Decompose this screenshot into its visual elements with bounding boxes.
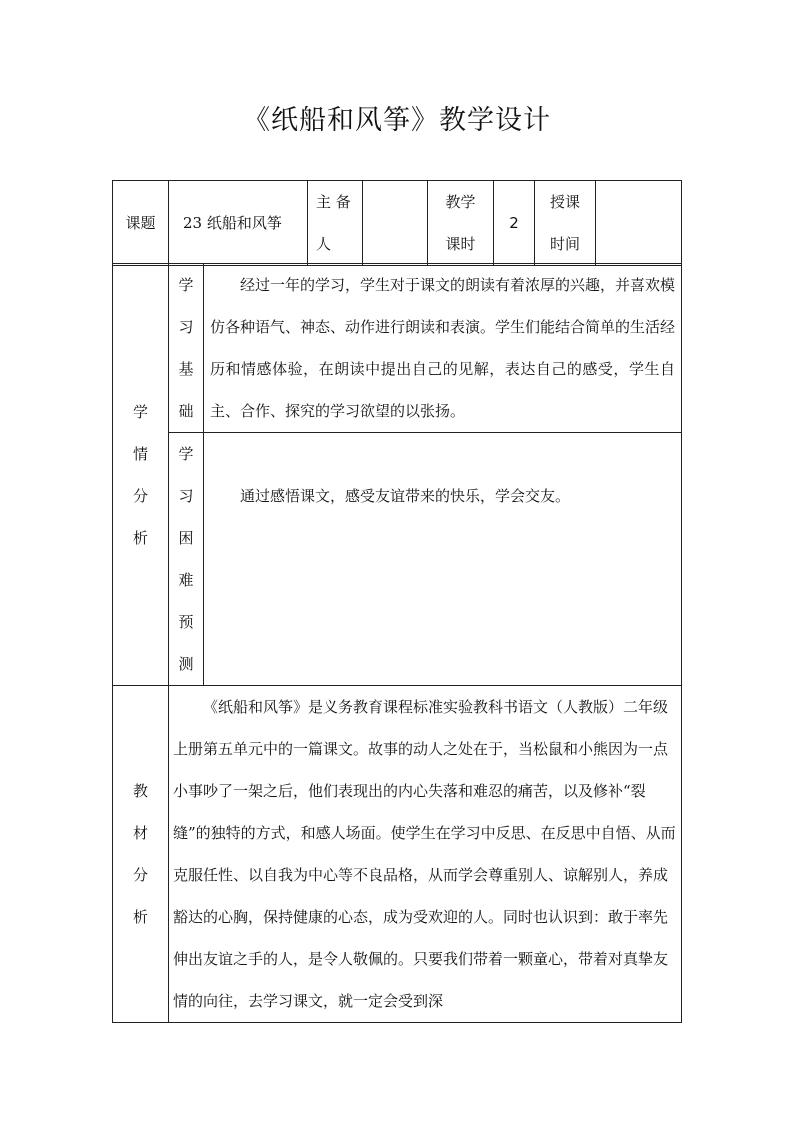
time-label-cell: 授课 时间 — [535, 181, 596, 266]
body-table — [112, 263, 682, 1023]
textbook-text: 《纸船和风筝》是义务教育课程标准实验教科书语文（人教版）二年级上册第五单元中的一篇课文。故事的动人之处在于，当松鼠和小熊因为一点小事吵了一架之后，他们表现出的内心失落和难忍的痛苦，以及修补“裂缝”的独特的方式，和感人场面。使学生在学习中反思、在反思中自悟、从而克服任性、以自我为中心等不良品格，从而学会尊重别人、谅解别人，养成豁达的心胸，保持健康的心态，成为受欢迎的人。同时也认识到：敢于率先伸出友谊之手的人，是令人敬佩的。只要我们带着一颗童心，带着对真挚友情的向往，去学习课文，就一定会受到深 — [169, 686, 682, 1023]
planner-value-cell — [363, 181, 428, 266]
document-title: 《纸船和风筝》教学设计 — [243, 105, 551, 136]
foundation-label: 学 习 基 础 — [169, 264, 204, 433]
textbook-label: 教 材 分 析 — [113, 686, 169, 1023]
planner-label-cell: 主 备 人 — [308, 181, 363, 266]
analysis-label: 学 情 分 析 — [113, 264, 169, 686]
difficulty-label: 学 习 困 难 预 测 — [169, 433, 204, 686]
topic-label-cell: 课题 — [113, 181, 169, 266]
topic-value-cell: 23 纸船和风筝 — [169, 181, 308, 266]
hours-value-cell: 2 — [494, 181, 535, 266]
header-table — [112, 180, 682, 266]
hours-label-cell: 教学 课时 — [428, 181, 494, 266]
difficulty-text: 通过感悟课文，感受友谊带来的快乐，学会交友。 — [204, 433, 682, 686]
foundation-text: 经过一年的学习，学生对于课文的朗读有着浓厚的兴趣，并喜欢模仿各种语气、神态、动作进行朗读和表演。学生们能结合简单的生活经历和情感体验，在朗读中提出自己的见解，表达自己的感受，学生自主、合作、探究的学习欲望的以张扬。 — [204, 264, 682, 433]
time-value-cell — [596, 181, 682, 266]
